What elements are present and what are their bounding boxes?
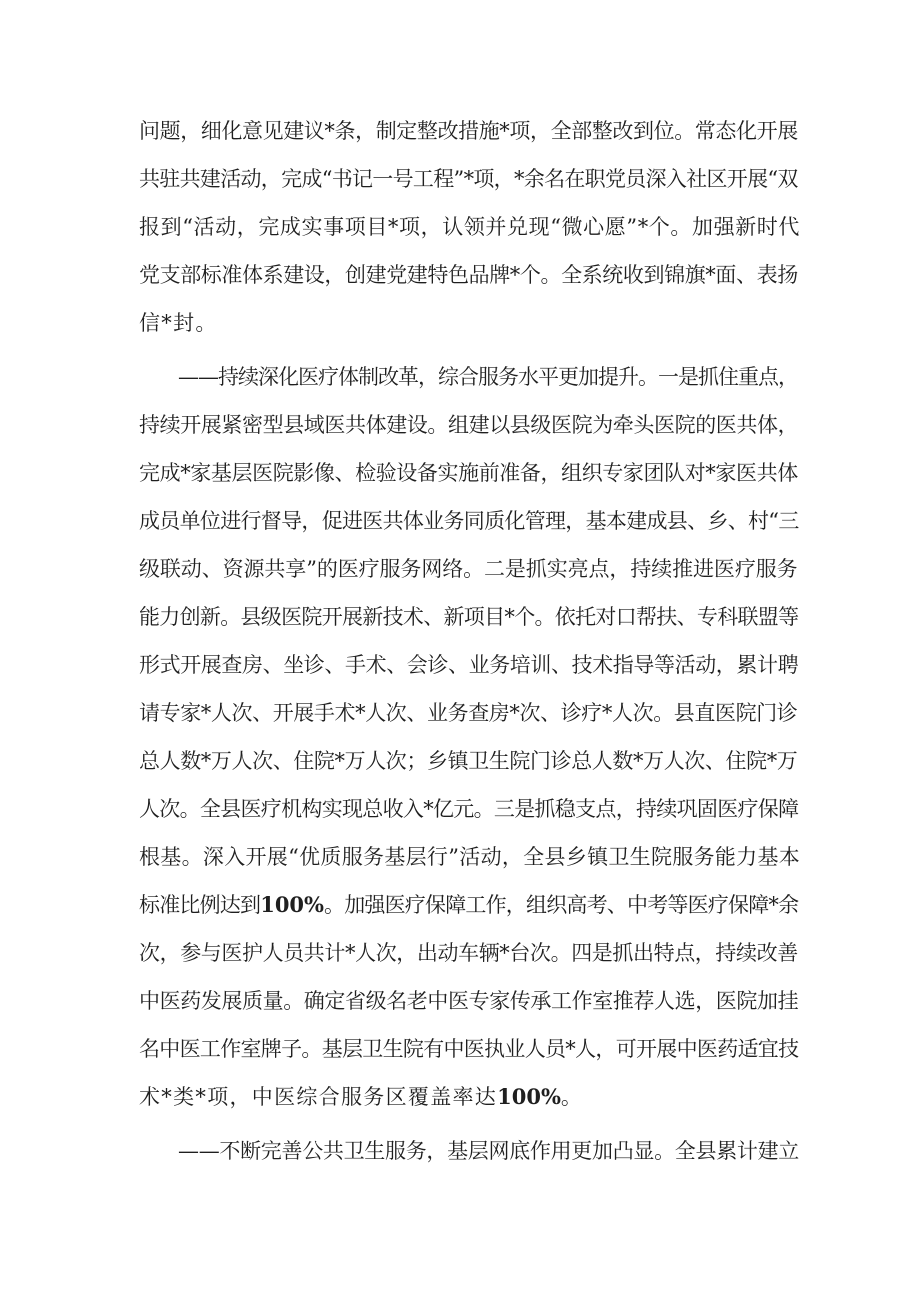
text-segment: 。 bbox=[560, 1085, 584, 1109]
text-segment: 标准比例达到 bbox=[139, 893, 261, 917]
text-line: 党支部标准体系建设，创建党建特色品牌*个。全系统收到锦旗*面、表扬 bbox=[139, 263, 798, 287]
text-line: 完成*家基层医院影像、检验设备实施前准备，组织专家团队对*家医共体 bbox=[139, 461, 798, 485]
text-line: 总人数*万人次、住院*万人次；乡镇卫生院门诊总人数*万人次、住院*万 bbox=[139, 749, 798, 773]
percentage-value: 100% bbox=[497, 1084, 561, 1109]
text-line: 持续开展紧密型县域医共体建设。组建以县级医院为牵头医院的医共体， bbox=[139, 413, 799, 437]
text-line: 级联动、资源共享”的医疗服务网络。二是抓实亮点，持续推进医疗服务 bbox=[139, 557, 798, 581]
text-line: 信*封。 bbox=[139, 311, 218, 335]
percentage-value: 100% bbox=[260, 892, 324, 917]
text-segment: 术*类*项，中医综合服务区覆盖率达 bbox=[139, 1085, 498, 1109]
text-line: 中医药发展质量。确定省级名老中医专家传承工作室推荐人选，医院加挂 bbox=[139, 989, 799, 1013]
text-segment: 。加强医疗保障工作，组织高考、中考等医疗保障*余 bbox=[324, 893, 799, 917]
text-line: 请专家*人次、开展手术*人次、业务查房*次、诊疗*人次。县直医院门诊 bbox=[139, 701, 798, 725]
text-line: 人次。全县医疗机构实现总收入*亿元。三是抓稳支点，持续巩固医疗保障 bbox=[139, 797, 799, 821]
text-line: 报到“活动，完成实事项目*项，认领并兑现“微心愿”*个。加强新时代 bbox=[139, 215, 801, 239]
text-line: 能力创新。县级医院开展新技术、新项目*个。依托对口帮扶、专科联盟等 bbox=[139, 605, 799, 629]
text-line bbox=[139, 885, 798, 925]
text-line: ——不断完善公共卫生服务，基层网底作用更加凸显。全县累计建立 bbox=[178, 1139, 799, 1163]
text-line: 共驻共建活动，完成“书记一号工程”*项，*余名在职党员深入社区开展“双 bbox=[139, 167, 798, 191]
text-line: 形式开展查房、坐诊、手术、会诊、业务培训、技术指导等活动，累计聘 bbox=[139, 653, 799, 677]
text-line: 名中医工作室牌子。基层卫生院有中医执业人员*人，可开展中医药适宜技 bbox=[139, 1037, 799, 1061]
text-line bbox=[139, 1077, 583, 1117]
text-line: ——持续深化医疗体制改革，综合服务水平更加提升。一是抓住重点， bbox=[178, 365, 798, 389]
text-line: 问题，细化意见建议*条，制定整改措施*项，全部整改到位。常态化开展 bbox=[139, 119, 798, 143]
text-line: 根基。深入开展“优质服务基层行”活动，全县乡镇卫生院服务能力基本 bbox=[139, 845, 801, 869]
text-line: 成员单位进行督导，促进医共体业务同质化管理，基本建成县、乡、村“三 bbox=[139, 509, 799, 533]
text-line: 次，参与医护人员共计*人次，出动车辆*台次。四是抓出特点，持续改善 bbox=[139, 941, 798, 965]
